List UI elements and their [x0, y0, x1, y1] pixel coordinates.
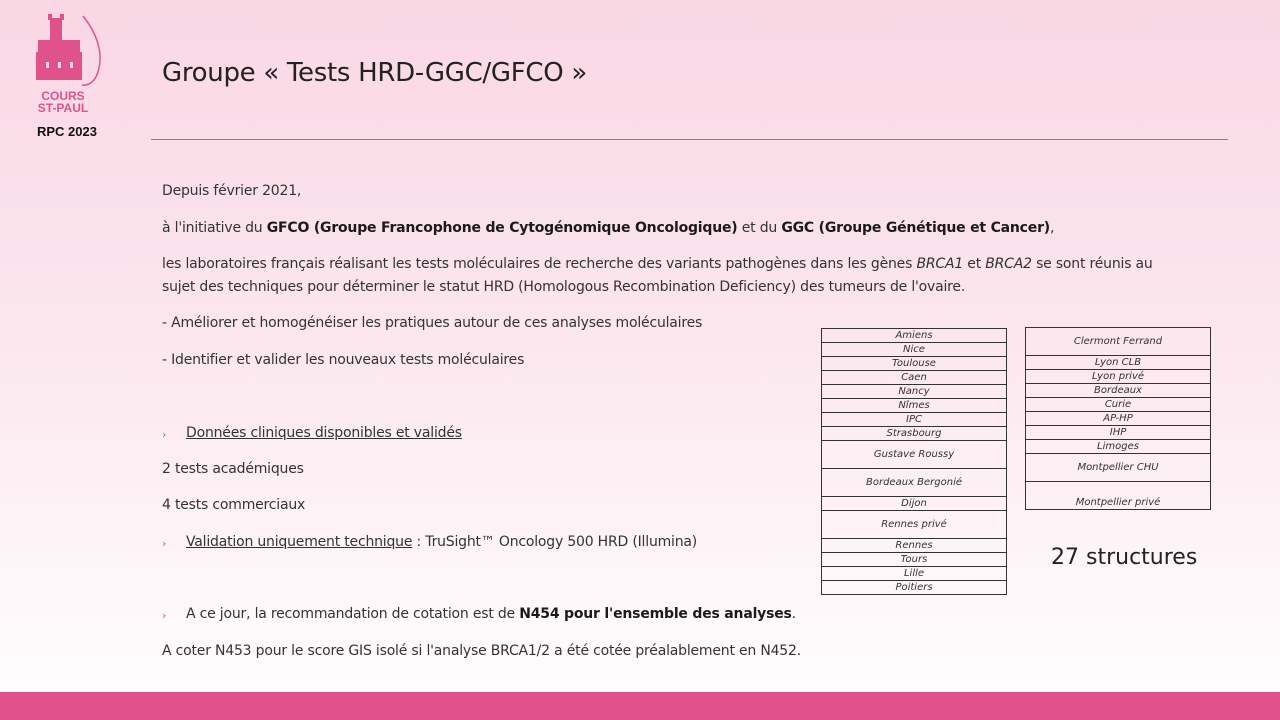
cities-table-left: [821, 328, 1007, 595]
city-cell: Nancy: [822, 385, 1007, 399]
city-cell: Poitiers: [822, 581, 1007, 595]
logo-text-line-1: COURS: [41, 89, 85, 103]
goal-1: - Améliorer et homogénéiser les pratiques autour de ces analyses moléculaires: [162, 315, 703, 331]
initiative-pre: à l'initiative du: [162, 220, 267, 236]
validation-text: [186, 531, 697, 554]
city-cell: Bordeaux Bergonié: [822, 469, 1007, 497]
labs-text-line-2: sujet des techniques pour déterminer le statut HRD (Homologous Recombination Deficiency) des tumeurs de l'ovaire.: [162, 279, 966, 295]
validation-label: Validation uniquement technique: [186, 534, 413, 550]
city-cell: Tours: [822, 553, 1007, 567]
city-cell: Montpellier privé: [1026, 482, 1211, 510]
city-cell: Caen: [822, 371, 1007, 385]
city-cell: Nîmes: [822, 399, 1007, 413]
city-cell: Clermont Ferrand: [1026, 328, 1211, 356]
rpc-label: RPC 2023: [37, 124, 97, 139]
footer-bar: [0, 692, 1280, 720]
bullet-icon: ›: [162, 537, 167, 550]
city-cell: IHP: [1026, 426, 1211, 440]
city-cell: Lille: [822, 567, 1007, 581]
logo-text: [30, 90, 96, 114]
logo-icon: [28, 12, 108, 92]
city-cell: Curie: [1026, 398, 1211, 412]
ggc-name: GGC (Groupe Génétique et Cancer): [781, 220, 1050, 236]
city-cell: Rennes privé: [822, 511, 1007, 539]
labs-text-b: se sont réunis au: [1031, 256, 1153, 272]
cotation-bold: N454 pour l'ensemble des analyses: [519, 606, 792, 622]
initiative-mid: et du: [737, 220, 782, 236]
city-cell: Lyon privé: [1026, 370, 1211, 384]
city-cell: Bordeaux: [1026, 384, 1211, 398]
city-cell: IPC: [822, 413, 1007, 427]
coter-text: A coter N453 pour le score GIS isolé si l'analyse BRCA1/2 a été cotée préalablement en N452.: [162, 643, 801, 659]
bullet-icon: ›: [162, 428, 167, 441]
city-cell: Lyon CLB: [1026, 356, 1211, 370]
city-cell: Toulouse: [822, 357, 1007, 371]
labs-text-a: les laboratoires français réalisant les tests moléculaires de recherche des variants pathogènes dans les gènes: [162, 256, 917, 272]
cotation-pre: A ce jour, la recommandation de cotation est de: [186, 606, 520, 622]
clinical-data-heading: Données cliniques disponibles et validés: [186, 425, 462, 441]
initiative-post: ,: [1049, 220, 1055, 236]
city-cell: AP-HP: [1026, 412, 1211, 426]
city-cell: Rennes: [822, 539, 1007, 553]
bullet-icon: ›: [162, 609, 167, 622]
city-cell: Limoges: [1026, 440, 1211, 454]
labs-text-line-1: [162, 253, 1153, 276]
cities-table-right: [1025, 327, 1211, 510]
title-divider: [151, 139, 1228, 140]
city-cell: Dijon: [822, 497, 1007, 511]
page-title: Groupe « Tests HRD-GGC/GFCO »: [162, 58, 587, 88]
city-cell: Montpellier CHU: [1026, 454, 1211, 482]
cotation-text: [186, 603, 796, 626]
initiative-text: [162, 217, 1054, 240]
commercial-tests: 4 tests commerciaux: [162, 497, 306, 513]
city-cell: Strasbourg: [822, 427, 1007, 441]
structures-count: 27 structures: [1051, 545, 1198, 570]
and-text: et: [963, 256, 986, 272]
goal-2: - Identifier et valider les nouveaux tests moléculaires: [162, 352, 525, 368]
city-cell: Nice: [822, 343, 1007, 357]
brca2-gene: BRCA2: [985, 256, 1032, 272]
academic-tests: 2 tests académiques: [162, 461, 304, 477]
gfco-name: GFCO (Groupe Francophone de Cytogénomique Oncologique): [266, 220, 738, 236]
since-text: Depuis février 2021,: [162, 183, 302, 199]
city-cell: Amiens: [822, 329, 1007, 343]
cotation-post: .: [791, 606, 796, 622]
city-cell: Gustave Roussy: [822, 441, 1007, 469]
logo-text-line-2: ST-PAUL: [37, 101, 89, 115]
brca1-gene: BRCA1: [916, 256, 964, 272]
validation-rest: : TruSight™ Oncology 500 HRD (Illumina): [412, 534, 698, 550]
